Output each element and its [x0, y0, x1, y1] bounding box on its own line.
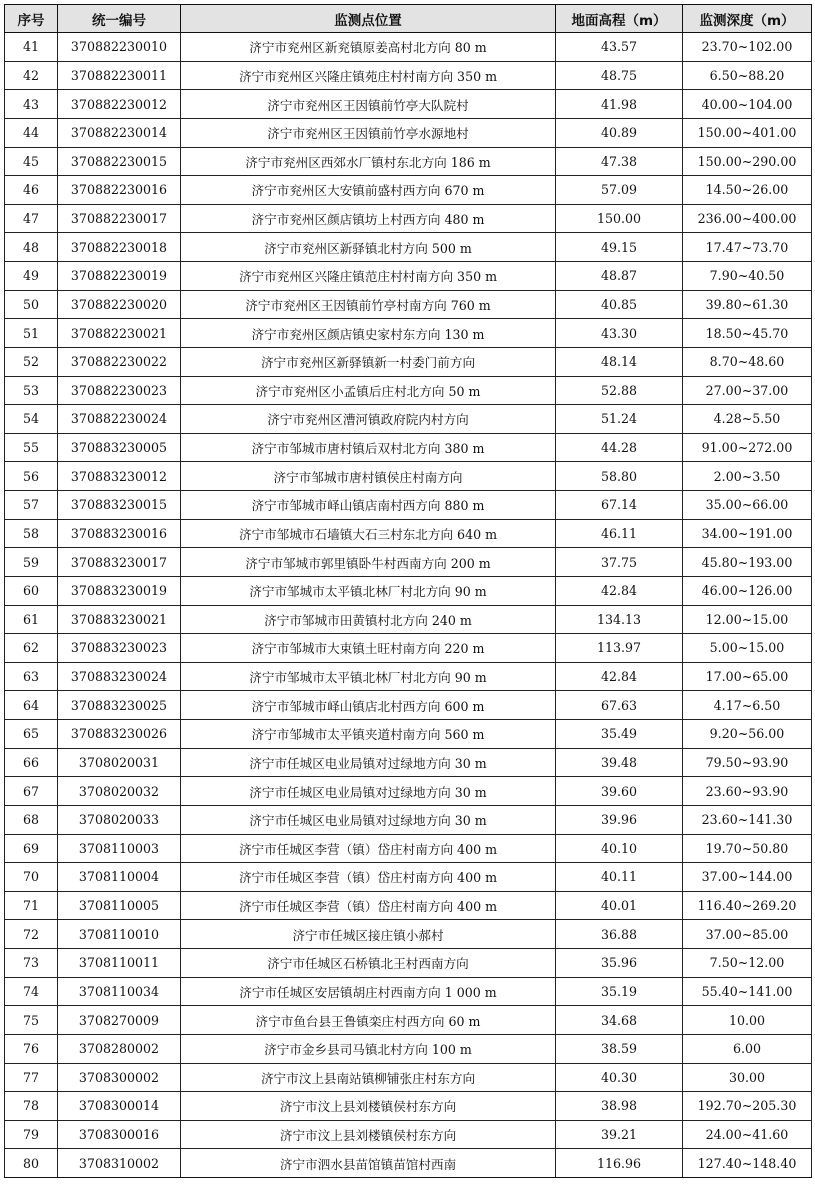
table-body — [5, 33, 812, 1178]
cell-unified-code: 370882230022 — [58, 347, 181, 376]
table-row — [5, 147, 812, 176]
cell-unified-code: 3708110010 — [58, 920, 181, 949]
cell-monitoring-depth: 236.00~400.00 — [683, 204, 812, 233]
cell-ground-elevation: 35.96 — [556, 949, 683, 978]
cell-location: 济宁市任城区电业局镇对过绿地方向 30 m — [181, 777, 556, 806]
cell-monitoring-depth: 116.40~269.20 — [683, 891, 812, 920]
cell-index: 41 — [5, 33, 58, 62]
cell-index: 75 — [5, 1006, 58, 1035]
cell-monitoring-depth: 150.00~290.00 — [683, 147, 812, 176]
cell-unified-code: 370883230015 — [58, 491, 181, 520]
cell-location: 济宁市泗水县苗馆镇苗馆村西南 — [181, 1149, 556, 1178]
cell-unified-code: 370883230023 — [58, 634, 181, 663]
table-row — [5, 405, 812, 434]
table-row — [5, 176, 812, 205]
cell-location: 济宁市邹城市太平镇北林厂村北方向 90 m — [181, 662, 556, 691]
cell-index: 73 — [5, 949, 58, 978]
table-row — [5, 462, 812, 491]
cell-unified-code: 370882230011 — [58, 61, 181, 90]
cell-location: 济宁市任城区电业局镇对过绿地方向 30 m — [181, 805, 556, 834]
cell-ground-elevation: 44.28 — [556, 433, 683, 462]
cell-monitoring-depth: 37.00~85.00 — [683, 920, 812, 949]
table-row — [5, 662, 812, 691]
cell-index: 71 — [5, 891, 58, 920]
header-monitoring-depth: 监测深度（m） — [683, 5, 812, 33]
cell-ground-elevation: 48.14 — [556, 347, 683, 376]
cell-monitoring-depth: 4.17~6.50 — [683, 691, 812, 720]
cell-ground-elevation: 57.09 — [556, 176, 683, 205]
cell-index: 58 — [5, 519, 58, 548]
header-index: 序号 — [5, 5, 58, 33]
cell-ground-elevation: 134.13 — [556, 605, 683, 634]
cell-index: 53 — [5, 376, 58, 405]
cell-monitoring-depth: 17.00~65.00 — [683, 662, 812, 691]
table-row — [5, 605, 812, 634]
cell-index: 77 — [5, 1063, 58, 1092]
cell-location: 济宁市兖州区王因镇前竹亭村南方向 760 m — [181, 290, 556, 319]
cell-index: 47 — [5, 204, 58, 233]
table-row — [5, 376, 812, 405]
cell-location: 济宁市金乡县司马镇北村方向 100 m — [181, 1034, 556, 1063]
cell-unified-code: 370882230010 — [58, 33, 181, 62]
table-row — [5, 576, 812, 605]
table-row — [5, 262, 812, 291]
cell-location: 济宁市兖州区颜店镇史家村东方向 130 m — [181, 319, 556, 348]
cell-monitoring-depth: 35.00~66.00 — [683, 491, 812, 520]
cell-monitoring-depth: 127.40~148.40 — [683, 1149, 812, 1178]
cell-index: 43 — [5, 90, 58, 119]
cell-index: 65 — [5, 720, 58, 749]
cell-location: 济宁市兖州区王因镇前竹亭大队院村 — [181, 90, 556, 119]
cell-index: 61 — [5, 605, 58, 634]
cell-unified-code: 3708110034 — [58, 977, 181, 1006]
cell-unified-code: 370882230015 — [58, 147, 181, 176]
cell-ground-elevation: 34.68 — [556, 1006, 683, 1035]
cell-unified-code: 370882230012 — [58, 90, 181, 119]
cell-index: 46 — [5, 176, 58, 205]
table-row — [5, 233, 812, 262]
cell-location: 济宁市任城区李营（镇）岱庄村南方向 400 m — [181, 834, 556, 863]
cell-ground-elevation: 150.00 — [556, 204, 683, 233]
cell-ground-elevation: 42.84 — [556, 662, 683, 691]
cell-unified-code: 3708110004 — [58, 863, 181, 892]
table-row — [5, 491, 812, 520]
table-header-row — [5, 5, 812, 33]
table-row — [5, 519, 812, 548]
cell-index: 62 — [5, 634, 58, 663]
cell-unified-code: 3708110005 — [58, 891, 181, 920]
cell-monitoring-depth: 10.00 — [683, 1006, 812, 1035]
cell-monitoring-depth: 34.00~191.00 — [683, 519, 812, 548]
cell-unified-code: 3708310002 — [58, 1149, 181, 1178]
cell-unified-code: 3708280002 — [58, 1034, 181, 1063]
cell-ground-elevation: 38.98 — [556, 1092, 683, 1121]
cell-monitoring-depth: 23.60~141.30 — [683, 805, 812, 834]
cell-index: 76 — [5, 1034, 58, 1063]
cell-location: 济宁市兖州区漕河镇政府院内村方向 — [181, 405, 556, 434]
cell-ground-elevation: 41.98 — [556, 90, 683, 119]
table-row — [5, 290, 812, 319]
cell-index: 68 — [5, 805, 58, 834]
cell-unified-code: 370883230019 — [58, 576, 181, 605]
cell-location: 济宁市鱼台县王鲁镇栾庄村西方向 60 m — [181, 1006, 556, 1035]
cell-unified-code: 3708300014 — [58, 1092, 181, 1121]
cell-unified-code: 370882230016 — [58, 176, 181, 205]
cell-monitoring-depth: 17.47~73.70 — [683, 233, 812, 262]
cell-unified-code: 3708300002 — [58, 1063, 181, 1092]
table-row — [5, 720, 812, 749]
cell-monitoring-depth: 6.00 — [683, 1034, 812, 1063]
cell-ground-elevation: 49.15 — [556, 233, 683, 262]
table-row — [5, 33, 812, 62]
cell-index: 78 — [5, 1092, 58, 1121]
table-row — [5, 1034, 812, 1063]
cell-ground-elevation: 47.38 — [556, 147, 683, 176]
cell-monitoring-depth: 40.00~104.00 — [683, 90, 812, 119]
cell-index: 44 — [5, 118, 58, 147]
cell-location: 济宁市任城区电业局镇对过绿地方向 30 m — [181, 748, 556, 777]
cell-monitoring-depth: 9.20~56.00 — [683, 720, 812, 749]
table-row — [5, 548, 812, 577]
cell-index: 42 — [5, 61, 58, 90]
cell-monitoring-depth: 8.70~48.60 — [683, 347, 812, 376]
table-row — [5, 204, 812, 233]
cell-unified-code: 370882230021 — [58, 319, 181, 348]
cell-location: 济宁市任城区李营（镇）岱庄村南方向 400 m — [181, 891, 556, 920]
table-row — [5, 1006, 812, 1035]
table-row — [5, 863, 812, 892]
cell-index: 66 — [5, 748, 58, 777]
cell-monitoring-depth: 23.60~93.90 — [683, 777, 812, 806]
cell-ground-elevation: 40.11 — [556, 863, 683, 892]
cell-ground-elevation: 40.30 — [556, 1063, 683, 1092]
cell-ground-elevation: 35.19 — [556, 977, 683, 1006]
cell-location: 济宁市兖州区兴隆庄镇苑庄村村南方向 350 m — [181, 61, 556, 90]
cell-ground-elevation: 67.14 — [556, 491, 683, 520]
cell-index: 57 — [5, 491, 58, 520]
cell-monitoring-depth: 24.00~41.60 — [683, 1120, 812, 1149]
header-location: 监测点位置 — [181, 5, 556, 33]
cell-location: 济宁市任城区安居镇胡庄村西南方向 1 000 m — [181, 977, 556, 1006]
cell-location: 济宁市邹城市太平镇夹道村南方向 560 m — [181, 720, 556, 749]
cell-ground-elevation: 37.75 — [556, 548, 683, 577]
cell-ground-elevation: 39.96 — [556, 805, 683, 834]
cell-ground-elevation: 35.49 — [556, 720, 683, 749]
cell-index: 59 — [5, 548, 58, 577]
cell-location: 济宁市任城区接庄镇小郝村 — [181, 920, 556, 949]
cell-unified-code: 3708020033 — [58, 805, 181, 834]
cell-index: 56 — [5, 462, 58, 491]
cell-monitoring-depth: 18.50~45.70 — [683, 319, 812, 348]
cell-unified-code: 370882230020 — [58, 290, 181, 319]
table-row — [5, 920, 812, 949]
cell-index: 54 — [5, 405, 58, 434]
table-row — [5, 748, 812, 777]
cell-location: 济宁市兖州区颜店镇坊上村西方向 480 m — [181, 204, 556, 233]
cell-location: 济宁市邹城市石墙镇大石三村东北方向 640 m — [181, 519, 556, 548]
cell-location: 济宁市汶上县刘楼镇侯村东方向 — [181, 1092, 556, 1121]
cell-unified-code: 3708110003 — [58, 834, 181, 863]
cell-ground-elevation: 40.85 — [556, 290, 683, 319]
table-row — [5, 1149, 812, 1178]
cell-monitoring-depth: 27.00~37.00 — [683, 376, 812, 405]
cell-unified-code: 370883230016 — [58, 519, 181, 548]
table-row — [5, 777, 812, 806]
cell-index: 80 — [5, 1149, 58, 1178]
cell-monitoring-depth: 91.00~272.00 — [683, 433, 812, 462]
cell-monitoring-depth: 6.50~88.20 — [683, 61, 812, 90]
cell-location: 济宁市兖州区新驿镇新一村委门前方向 — [181, 347, 556, 376]
cell-monitoring-depth: 30.00 — [683, 1063, 812, 1092]
cell-monitoring-depth: 2.00~3.50 — [683, 462, 812, 491]
cell-ground-elevation: 39.60 — [556, 777, 683, 806]
cell-index: 48 — [5, 233, 58, 262]
cell-unified-code: 370883230025 — [58, 691, 181, 720]
cell-location: 济宁市兖州区王因镇前竹亭水源地村 — [181, 118, 556, 147]
cell-unified-code: 370882230019 — [58, 262, 181, 291]
header-ground-elevation: 地面高程（m） — [556, 5, 683, 33]
cell-unified-code: 370882230014 — [58, 118, 181, 147]
cell-index: 72 — [5, 920, 58, 949]
cell-index: 64 — [5, 691, 58, 720]
cell-unified-code: 3708020031 — [58, 748, 181, 777]
table-row — [5, 634, 812, 663]
cell-monitoring-depth: 7.50~12.00 — [683, 949, 812, 978]
cell-location: 济宁市汶上县刘楼镇侯村东方向 — [181, 1120, 556, 1149]
cell-unified-code: 370882230018 — [58, 233, 181, 262]
cell-ground-elevation: 43.57 — [556, 33, 683, 62]
cell-monitoring-depth: 46.00~126.00 — [683, 576, 812, 605]
cell-ground-elevation: 51.24 — [556, 405, 683, 434]
cell-ground-elevation: 42.84 — [556, 576, 683, 605]
cell-index: 51 — [5, 319, 58, 348]
table-row — [5, 319, 812, 348]
cell-unified-code: 370883230012 — [58, 462, 181, 491]
table-row — [5, 90, 812, 119]
monitoring-points-table — [4, 4, 812, 1178]
cell-ground-elevation: 36.88 — [556, 920, 683, 949]
table-row — [5, 949, 812, 978]
table-row — [5, 1120, 812, 1149]
cell-location: 济宁市兖州区兴隆庄镇范庄村村南方向 350 m — [181, 262, 556, 291]
table-row — [5, 805, 812, 834]
cell-index: 69 — [5, 834, 58, 863]
table-row — [5, 691, 812, 720]
cell-location: 济宁市邹城市郭里镇卧牛村西南方向 200 m — [181, 548, 556, 577]
cell-location: 济宁市兖州区大安镇前盛村西方向 670 m — [181, 176, 556, 205]
cell-ground-elevation: 48.75 — [556, 61, 683, 90]
table-row — [5, 977, 812, 1006]
cell-location: 济宁市邹城市唐村镇后双村北方向 380 m — [181, 433, 556, 462]
cell-index: 74 — [5, 977, 58, 1006]
table-row — [5, 891, 812, 920]
cell-location: 济宁市兖州区小孟镇后庄村北方向 50 m — [181, 376, 556, 405]
cell-index: 67 — [5, 777, 58, 806]
cell-location: 济宁市任城区石桥镇北王村西南方向 — [181, 949, 556, 978]
table-row — [5, 433, 812, 462]
cell-monitoring-depth: 37.00~144.00 — [683, 863, 812, 892]
cell-monitoring-depth: 79.50~93.90 — [683, 748, 812, 777]
cell-location: 济宁市汶上县南站镇柳铺张庄村东方向 — [181, 1063, 556, 1092]
cell-index: 79 — [5, 1120, 58, 1149]
cell-ground-elevation: 39.48 — [556, 748, 683, 777]
cell-index: 70 — [5, 863, 58, 892]
cell-location: 济宁市邹城市峄山镇店北村西方向 600 m — [181, 691, 556, 720]
cell-unified-code: 3708300016 — [58, 1120, 181, 1149]
header-unified-code: 统一编号 — [58, 5, 181, 33]
cell-ground-elevation: 48.87 — [556, 262, 683, 291]
table-row — [5, 347, 812, 376]
cell-location: 济宁市邹城市田黄镇村北方向 240 m — [181, 605, 556, 634]
cell-monitoring-depth: 55.40~141.00 — [683, 977, 812, 1006]
cell-monitoring-depth: 4.28~5.50 — [683, 405, 812, 434]
cell-location: 济宁市邹城市唐村镇侯庄村南方向 — [181, 462, 556, 491]
cell-unified-code: 3708110011 — [58, 949, 181, 978]
cell-location: 济宁市邹城市峄山镇店南村西方向 880 m — [181, 491, 556, 520]
table-row — [5, 1063, 812, 1092]
cell-ground-elevation: 67.63 — [556, 691, 683, 720]
cell-monitoring-depth: 7.90~40.50 — [683, 262, 812, 291]
cell-unified-code: 370882230024 — [58, 405, 181, 434]
cell-unified-code: 370882230017 — [58, 204, 181, 233]
cell-monitoring-depth: 5.00~15.00 — [683, 634, 812, 663]
cell-ground-elevation: 52.88 — [556, 376, 683, 405]
cell-unified-code: 370883230026 — [58, 720, 181, 749]
cell-unified-code: 370883230017 — [58, 548, 181, 577]
table-row — [5, 118, 812, 147]
cell-monitoring-depth: 23.70~102.00 — [683, 33, 812, 62]
table-row — [5, 834, 812, 863]
cell-monitoring-depth: 19.70~50.80 — [683, 834, 812, 863]
cell-index: 52 — [5, 347, 58, 376]
cell-monitoring-depth: 45.80~193.00 — [683, 548, 812, 577]
cell-ground-elevation: 113.97 — [556, 634, 683, 663]
cell-ground-elevation: 46.11 — [556, 519, 683, 548]
cell-ground-elevation: 40.01 — [556, 891, 683, 920]
cell-location: 济宁市兖州区新兖镇原姜高村北方向 80 m — [181, 33, 556, 62]
table-row — [5, 61, 812, 90]
cell-unified-code: 370883230024 — [58, 662, 181, 691]
cell-location: 济宁市任城区李营（镇）岱庄村南方向 400 m — [181, 863, 556, 892]
cell-unified-code: 3708270009 — [58, 1006, 181, 1035]
cell-monitoring-depth: 12.00~15.00 — [683, 605, 812, 634]
cell-location: 济宁市邹城市大束镇土旺村南方向 220 m — [181, 634, 556, 663]
cell-ground-elevation: 39.21 — [556, 1120, 683, 1149]
cell-monitoring-depth: 150.00~401.00 — [683, 118, 812, 147]
cell-monitoring-depth: 14.50~26.00 — [683, 176, 812, 205]
cell-index: 49 — [5, 262, 58, 291]
cell-monitoring-depth: 39.80~61.30 — [683, 290, 812, 319]
cell-unified-code: 370882230023 — [58, 376, 181, 405]
table-row — [5, 1092, 812, 1121]
cell-index: 63 — [5, 662, 58, 691]
cell-location: 济宁市兖州区新驿镇北村方向 500 m — [181, 233, 556, 262]
cell-monitoring-depth: 192.70~205.30 — [683, 1092, 812, 1121]
cell-unified-code: 370883230005 — [58, 433, 181, 462]
cell-location: 济宁市邹城市太平镇北林厂村北方向 90 m — [181, 576, 556, 605]
cell-location: 济宁市兖州区西郊水厂镇村东北方向 186 m — [181, 147, 556, 176]
cell-ground-elevation: 43.30 — [556, 319, 683, 348]
cell-index: 50 — [5, 290, 58, 319]
cell-ground-elevation: 116.96 — [556, 1149, 683, 1178]
cell-index: 55 — [5, 433, 58, 462]
cell-unified-code: 3708020032 — [58, 777, 181, 806]
cell-ground-elevation: 40.89 — [556, 118, 683, 147]
cell-ground-elevation: 38.59 — [556, 1034, 683, 1063]
cell-ground-elevation: 58.80 — [556, 462, 683, 491]
cell-unified-code: 370883230021 — [58, 605, 181, 634]
cell-index: 60 — [5, 576, 58, 605]
cell-ground-elevation: 40.10 — [556, 834, 683, 863]
cell-index: 45 — [5, 147, 58, 176]
